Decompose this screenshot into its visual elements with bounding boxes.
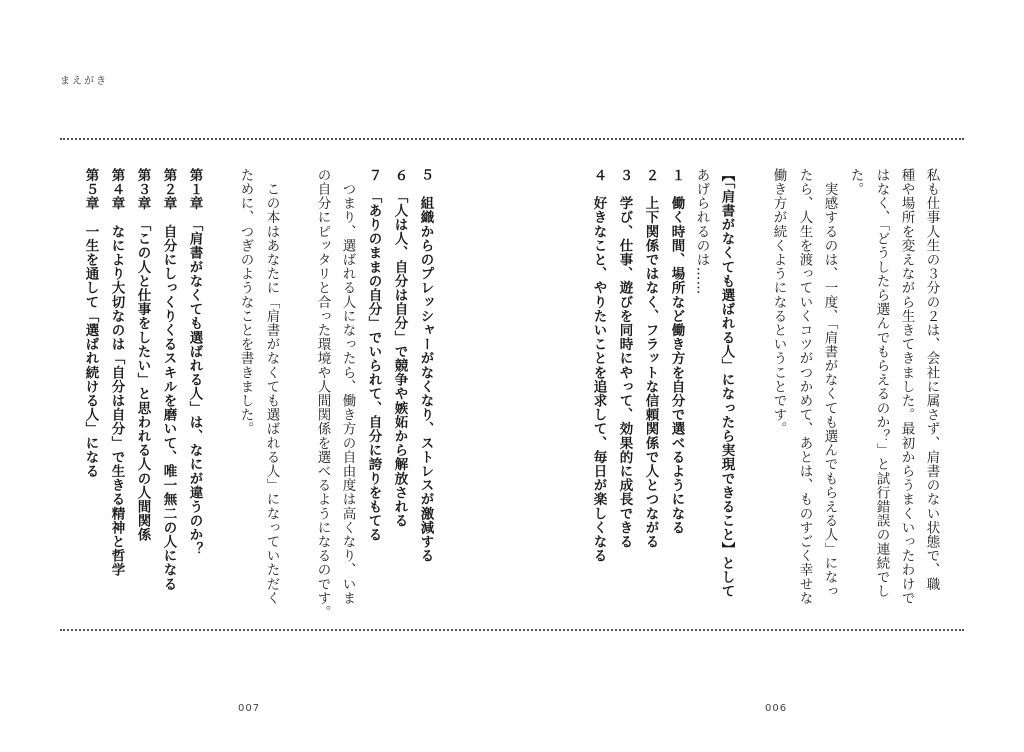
list-item: ７ 「ありのままの自分」でいられて、自分に誇りをもてる xyxy=(365,168,382,542)
list-item: １ 働く時間、場所など働き方を自分で選べるようになる xyxy=(668,168,685,535)
toc-entry: 第２章 自分にしっくりくるスキルを磨いて、唯一無二の人になる xyxy=(160,168,177,591)
toc-entry: 第３章 「この人と仕事をしたい」と思われる人の人間関係 xyxy=(134,168,151,542)
list-item: ５ 組織からのプレッシャーがなくなり、ストレスが激減する xyxy=(417,168,434,563)
body-text-line: の自分にピッタリと合った環境や人間関係を選べるようになるのです。 xyxy=(314,168,331,620)
top-dotted-rule xyxy=(60,138,964,140)
list-item: ３ 学び、仕事、遊びを同時にやって、効果的に成長できる xyxy=(616,168,633,549)
body-text-line: はなく、「どうしたら選んでもらえるのか？」と試行錯誤の連続でし xyxy=(873,168,890,599)
chapter-header: まえがき xyxy=(60,76,108,87)
toc-entry: 第５章 一生を通して「選ばれ続ける人」になる xyxy=(82,168,99,479)
body-text-line: つまり、選ばれる人になったら、働き方の自由度は高くなり、いま xyxy=(339,168,356,606)
section-heading: 【「肩書がなくても選ばれる人」になったら実現できること】として xyxy=(718,168,735,599)
body-text-line: 実感するのは、一度、「肩書がなくても選んでもらえる人」になっ xyxy=(821,168,838,599)
toc-entry: 第４章 なにより大切なのは「自分は自分」で生きる精神と哲学 xyxy=(108,168,125,577)
body-text-line: あげられるのは…… xyxy=(693,168,710,295)
body-text-line: ために、つぎのようなことを書きました。 xyxy=(237,168,254,436)
list-item: ２ 上下関係ではなく、フラットな信頼関係で人とつながる xyxy=(642,168,659,549)
list-item: ４ 好きなこと、やりたいことを追求して、毎日が楽しくなる xyxy=(590,168,607,563)
toc-entry: 第１章 「肩書がなくても選ばれる人」は、なにが違うのか？ xyxy=(186,168,203,557)
body-text-line: たら、人生を渡っていくコツがつかめて、あとは、ものすごく幸せな xyxy=(796,168,813,606)
body-text-line: 種や場所を変えながら生きてきました。最初からうまくいったわけで xyxy=(898,168,915,606)
body-text-line: 私も仕事人生の３分の２は、会社に属さず、肩書のない状態で、職 xyxy=(923,168,940,591)
body-text-line: た。 xyxy=(847,168,864,197)
bottom-dotted-rule xyxy=(60,629,964,631)
page-number-right: 006 xyxy=(765,703,788,714)
page-number-left: 007 xyxy=(238,703,261,714)
body-text-line: この本はあなたに「肩書がなくても選ばれる人」になっていただく xyxy=(263,168,280,606)
body-text-line: 働き方が続くようになるということです。 xyxy=(770,168,787,436)
list-item: ６ 「人は人、自分は自分」で競争や嫉妬から解放される xyxy=(391,168,408,528)
